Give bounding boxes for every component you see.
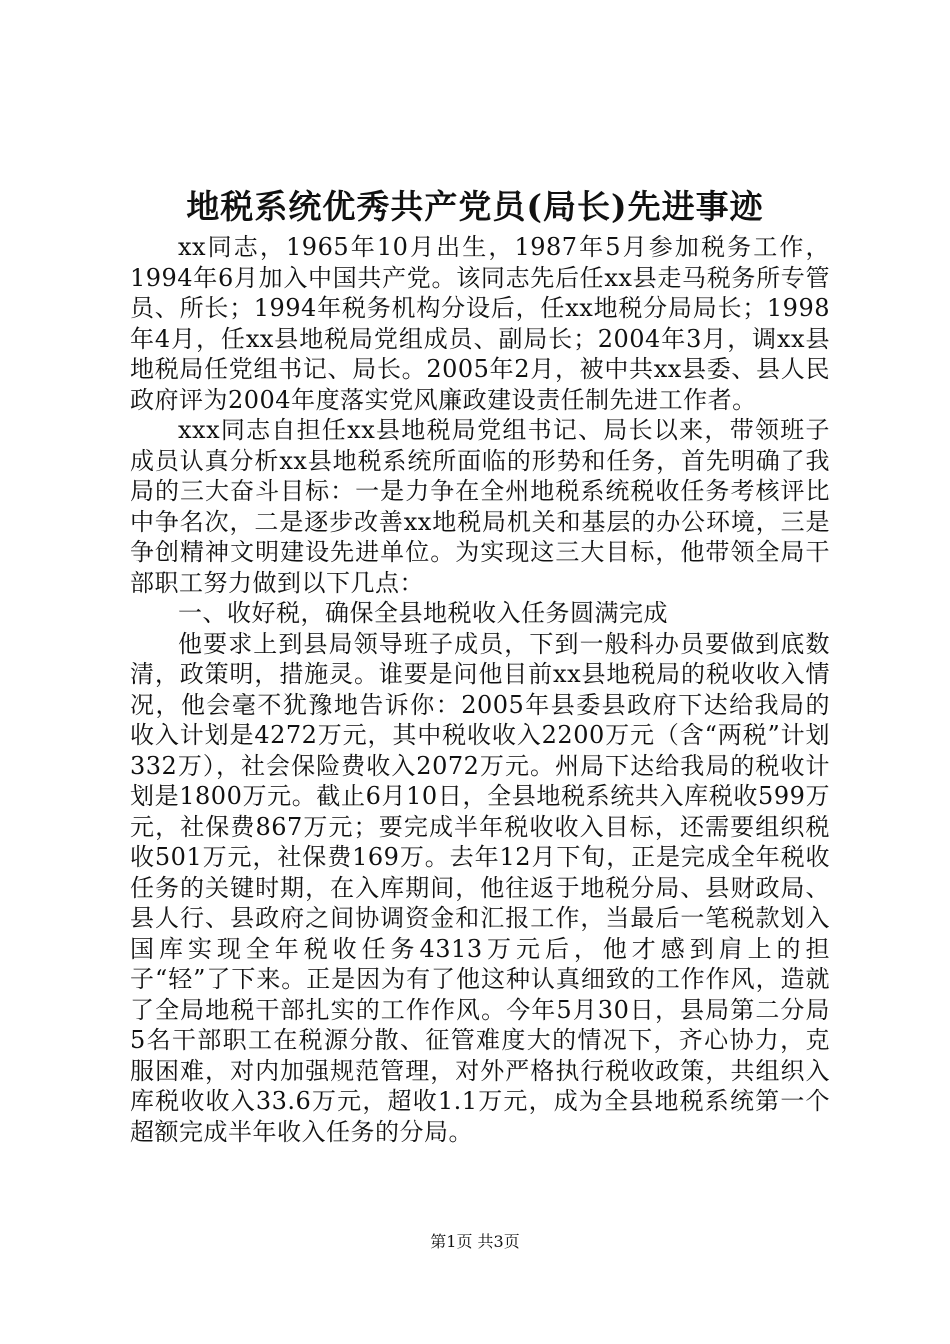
paragraph-tax-collection: 他要求上到县局领导班子成员，下到一般科办员要做到底数清，政策明，措施灵。谁要是问他目前xx县地税局的税收收入情况，他会毫不犹豫地告诉你：2005年县委县政府下达给我局的收入计划是4272万元，其中税收收入2200万元（含“两税”计划332万），社会保险费收入2072万元。州局下达给我局的税收计划是1800万元。截止6月10日，全县地税系统共入库税收599万元，社保费867万元；要完成半年税收收入目标，还需要组织税收501万元，社保费169万。去年12月下旬，正是完成全年税收任务的关键时期，在入库期间，他往返于地税分局、县财政局、县人行、县政府之间协调资金和汇报工作，当最后一笔税款划入国库实现全年税收任务4313万元后，他才感到肩上的担子“轻”了下来。正是因为有了他这种认真细致的工作作风，造就了全局地税干部扎实的工作作风。今年5月30日，县局第二分局5名干部职工在税源分散、征管难度大的情况下，齐心协力，克服困难，对内加强规范管理，对外严格执行税收政策，共组织入库税收收入33.6万元，超收1.1万元，成为全县地税系统第一个超额完成半年收入任务的分局。 bbox=[130, 629, 830, 1146]
paragraph-intro: xx同志，1965年10月出生，1987年5月参加税务工作，1994年6月加入中国共产党。该同志先后任xx县走马税务所专管员、所长；1994年税务机构分设后，任xx地税分局局长；1998年4月，任xx县地税局党组成员、副局长；2004年3月，调xx县地税局任党组书记、局长。2005年2月，被中共xx县委、县人民政府评为2004年度落实党风廉政建设责任制先进工作者。 bbox=[130, 233, 830, 414]
document-body bbox=[130, 232, 830, 1147]
page-number-footer: 第1页 共3页 bbox=[430, 1232, 520, 1251]
section-heading-1: 一、收好税，确保全县地税收入任务圆满完成 bbox=[178, 599, 668, 627]
document-title: 地税系统优秀共产党员(局长)先进事迹 bbox=[186, 187, 764, 226]
paragraph-goals: xxx同志自担任xx县地税局党组书记、局长以来，带领班子成员认真分析xx县地税系统所面临的形势和任务，首先明确了我局的三大奋斗目标：一是力争在全州地税系统税收任务考核评比中争名次，二是逐步改善xx地税局机关和基层的办公环境，三是争创精神文明建设先进单位。为实现这三大目标，他带领全局干部职工努力做到以下几点： bbox=[130, 416, 830, 597]
